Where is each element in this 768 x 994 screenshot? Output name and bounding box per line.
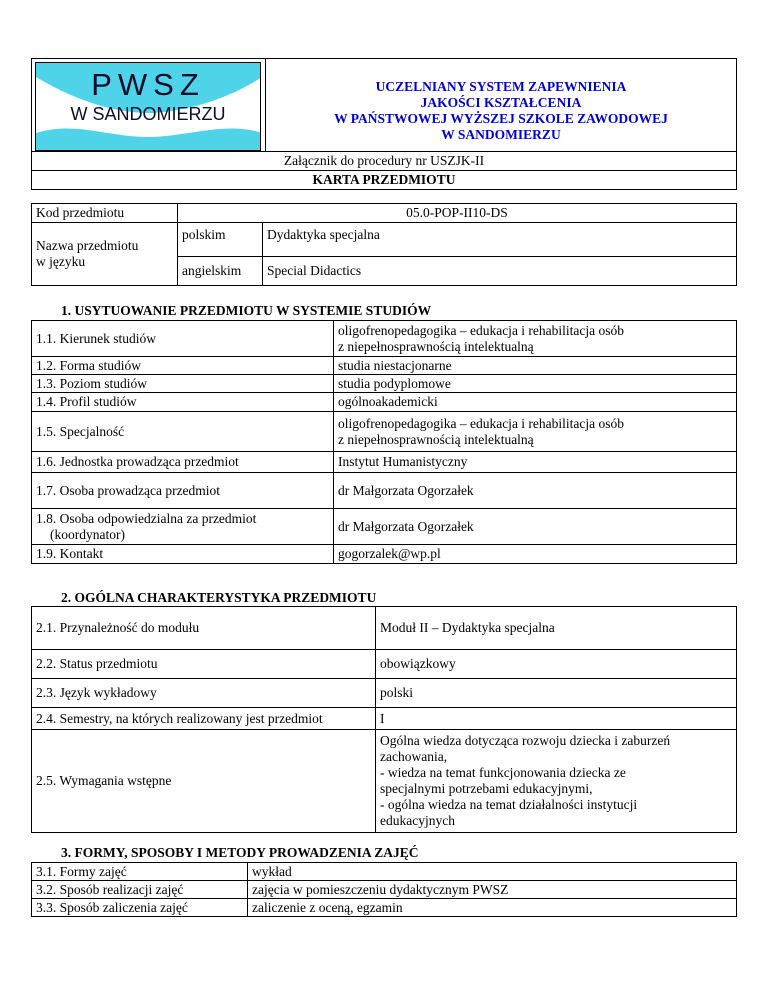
institution-title	[266, 79, 736, 143]
row-label: 1.1. Kierunek studiów	[32, 321, 334, 357]
row-value: studia niestacjonarne	[334, 357, 737, 375]
logo-line2: W SANDOMIERZU	[70, 104, 226, 124]
code-label: Kod przedmiotu	[32, 204, 178, 223]
code-value: 05.0-POP-II10-DS	[178, 204, 737, 223]
label-line: (koordynator)	[50, 526, 125, 542]
row-value: ogólnoakademicki	[334, 393, 737, 412]
value-line: oligofrenopedagogika – edukacja i rehabilitacja osób	[338, 322, 625, 338]
title-line: UCZELNIANY SYSTEM ZAPEWNIENIA	[375, 79, 627, 94]
name-pl: Dydaktyka specjalna	[263, 223, 737, 257]
req-line: - wiedza na temat funkcjonowania dziecka ze	[380, 765, 626, 780]
row-value: wykład	[248, 863, 737, 881]
name-en: Special Didactics	[263, 257, 737, 286]
title-line: W PAŃSTWOWEJ WYŻSZEJ SZKOLE ZAWODOWEJ	[334, 111, 668, 126]
row-label: 2.4. Semestry, na których realizowany jest przedmiot	[32, 708, 376, 730]
lang-pl: polskim	[178, 223, 263, 257]
section1-heading: 1. USYTUOWANIE PRZEDMIOTU W SYSTEMIE STUDIÓW	[61, 303, 432, 318]
req-line: zachowania,	[380, 749, 448, 764]
value-line: z niepełnosprawnością intelektualną	[338, 338, 534, 354]
row-value: zajęcia w pomieszczeniu dydaktycznym PWSZ	[248, 881, 737, 899]
row-label: 2.1. Przynależność do modułu	[32, 607, 376, 650]
row-label: 1.2. Forma studiów	[32, 357, 334, 375]
req-line: Ogólna wiedza dotycząca rozwoju dziecka i zaburzeń	[380, 733, 671, 748]
row-label: 1.9. Kontakt	[32, 545, 334, 564]
row-label: 2.2. Status przedmiotu	[32, 650, 376, 679]
row-value: Instytut Humanistyczny	[334, 452, 737, 473]
row-value: studia podyplomowe	[334, 375, 737, 393]
lang-en: angielskim	[178, 257, 263, 286]
row-label: 1.4. Profil studiów	[32, 393, 334, 412]
row-label: 3.3. Sposób zaliczenia zajęć	[32, 899, 248, 917]
label-line: 1.8. Osoba odpowiedzialna za przedmiot	[36, 510, 257, 526]
row-label	[32, 509, 334, 545]
title-line: JAKOŚCI KSZTAŁCENIA	[420, 95, 582, 110]
row-label: 1.7. Osoba prowadząca przedmiot	[32, 473, 334, 509]
title-line: W SANDOMIERZU	[441, 127, 561, 142]
pwsz-logo	[35, 62, 261, 151]
row-value: zaliczenie z oceną, egzamin	[248, 899, 737, 917]
row-label: 3.2. Sposób realizacji zajęć	[32, 881, 248, 899]
row-value	[334, 321, 737, 357]
name-label-line: Nazwa przedmiotu	[36, 238, 139, 253]
row-value: obowiązkowy	[376, 650, 737, 679]
row-value	[334, 412, 737, 452]
value-line: oligofrenopedagogika – edukacja i rehabilitacja osób	[338, 415, 625, 431]
row-value: dr Małgorzata Ogorzałek	[334, 509, 737, 545]
section1-table	[31, 320, 737, 564]
course-table	[31, 203, 737, 286]
section2-heading: 2. OGÓLNA CHARAKTERYSTYKA PRZEDMIOTU	[61, 590, 377, 605]
section3-table	[31, 862, 737, 917]
row-label: 3.1. Formy zajęć	[32, 863, 248, 881]
row-value: I	[376, 708, 737, 730]
row-value: polski	[376, 679, 737, 708]
row-label: 1.3. Poziom studiów	[32, 375, 334, 393]
section3-heading: 3. FORMY, SPOSOBY I METODY PROWADZENIA ZAJĘĆ	[61, 845, 419, 860]
row-value: Moduł II – Dydaktyka specjalna	[376, 607, 737, 650]
row-label: 1.5. Specjalność	[32, 412, 334, 452]
req-line: - ogólna wiedza na temat działalności instytucji	[380, 797, 638, 812]
requirements-label: 2.5. Wymagania wstępne	[32, 730, 376, 833]
value-line: z niepełnosprawnością intelektualną	[338, 431, 534, 447]
requirements-value	[376, 730, 737, 833]
card-title: KARTA PRZEDMIOTU	[312, 172, 456, 187]
row-value: dr Małgorzata Ogorzałek	[334, 473, 737, 509]
name-label-line: w języku	[36, 254, 86, 269]
name-label	[32, 223, 178, 286]
req-line: edukacyjnych	[380, 813, 455, 828]
logo-line1: PWSZ	[91, 67, 205, 102]
row-label: 1.6. Jednostka prowadząca przedmiot	[32, 452, 334, 473]
row-label: 2.3. Język wykładowy	[32, 679, 376, 708]
procedure-note: Załącznik do procedury nr USZJK-II	[283, 153, 485, 168]
section2-table	[31, 606, 737, 833]
row-value: gogorzalek@wp.pl	[334, 545, 737, 564]
req-line: specjalnymi potrzebami edukacyjnymi,	[380, 781, 593, 796]
